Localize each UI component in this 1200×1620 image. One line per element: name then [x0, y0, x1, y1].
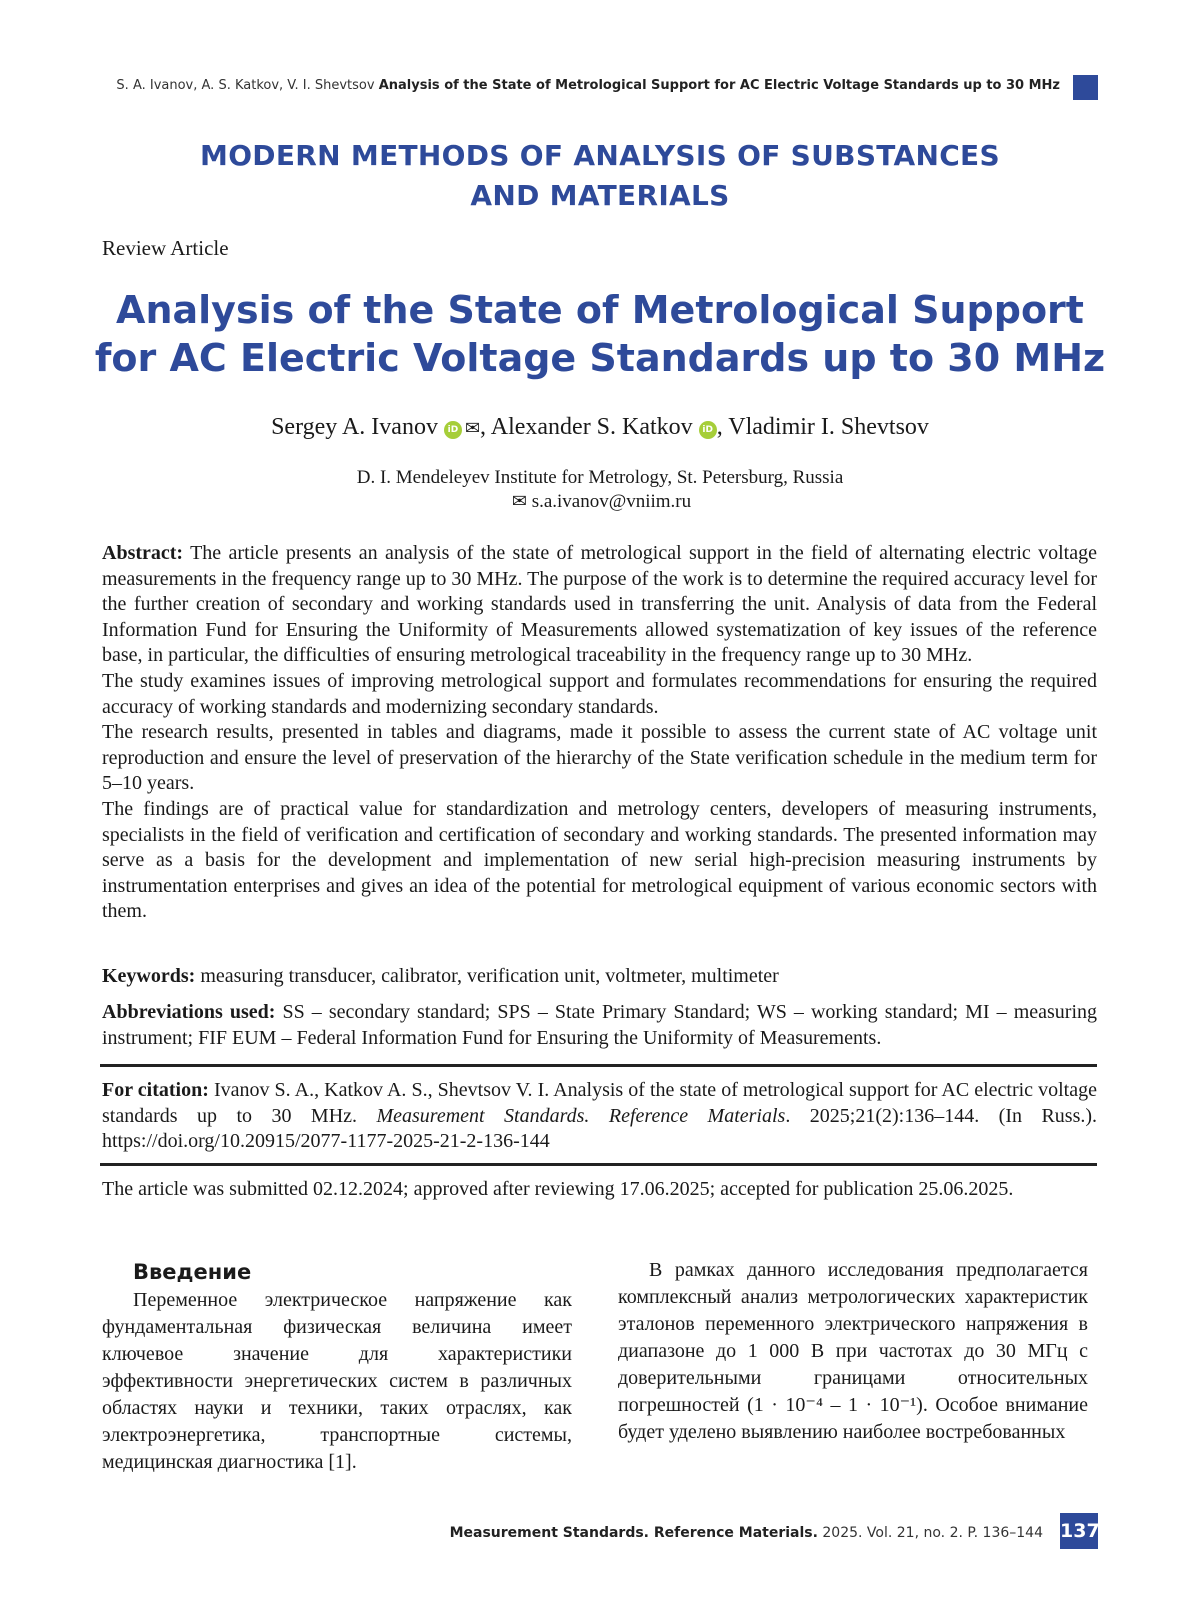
section-heading-line1: MODERN METHODS OF ANALYSIS OF SUBSTANCES — [200, 139, 1000, 172]
abstract-paragraph — [102, 541, 1097, 669]
mail-icon[interactable]: ✉ — [464, 418, 481, 439]
intro-paragraph: Переменное электрическое напряжение как фундаментальная физическая величина имеет ключевое значение для характеристики эффективности энергетических систем в различных областях науки и техники, таких отраслях, как электроэнергетика, транспортные системы, медицинская диагностика [1]. — [102, 1289, 572, 1473]
intro-left-column — [102, 1257, 572, 1476]
divider — [100, 1163, 1097, 1166]
abstract-paragraph: The study examines issues of improving metrological support and formulates recommendations for ensuring the required accuracy of working standards and modernizing secondary standards. — [102, 669, 1097, 718]
abbreviations-text: SS – secondary standard; SPS – State Primary Standard; WS – working standard; MI – measuring instrument; FIF EUM – Federal Information Fund for Ensuring the Uniformity of Measurements. — [102, 1001, 1098, 1049]
keywords-label: Keywords: — [102, 965, 196, 987]
abstract-paragraph: The findings are of practical value for standardization and metrology centers, developers of measuring instruments, specialists in the field of verification and certification of secondary and working standards. The presented information may serve as a basis for the development and implementation of new serial high-precision measuring instruments by instrumentation enterprises and gives an idea of the potential for metrological equipment of various economic sectors with them. — [102, 797, 1097, 923]
article-type: Review Article — [102, 236, 229, 260]
author-katkov: Alexander S. Katkov — [490, 414, 693, 440]
abstract-paragraph: The research results, presented in tables and diagrams, made it possible to assess the current state of AC voltage unit reproduction and ensure the level of preservation of the hierarchy of the State verification schedule in the medium term for 5–10 years. — [102, 721, 1097, 795]
author-separator: , — [480, 414, 491, 440]
author-shevtsov: Vladimir I. Shevtsov — [728, 414, 929, 440]
article-title-line2: for AC Electric Voltage Standards up to 30 MHz — [94, 336, 1106, 380]
affiliation — [100, 466, 1100, 514]
abbreviations — [102, 1000, 1097, 1051]
intro-right-column — [618, 1257, 1088, 1446]
article-title-line1: Analysis of the State of Metrological Support — [116, 288, 1084, 332]
mail-icon: ✉ — [511, 491, 527, 512]
divider — [100, 1064, 1097, 1067]
abstract-text: The article presents an analysis of the state of metrological support in the field of alternating electric voltage measurements in the frequency range up to 30 MHz. The purpose of the work is to determine the required accuracy level for the further creation of secondary and working standards used in transferring the unit. Analysis of data from the Federal Information Fund for Ensuring the Uniformity of Measurements allowed systematization of key issues of the reference base, in particular, the difficulties of ensuring metrological traceability in the frequency range up to 30 MHz. — [102, 542, 1097, 667]
intro-heading: Введение — [133, 1260, 252, 1284]
section-heading — [100, 136, 1100, 216]
section-heading-line2: AND MATERIALS — [470, 179, 730, 212]
author-separator: , — [716, 414, 729, 440]
abstract — [102, 541, 1097, 925]
running-header-title: Analysis of the State of Metrological Support for AC Electric Voltage Standards up to 30 MHz — [378, 78, 1060, 93]
running-header-authors: S. A. Ivanov, A. S. Katkov, V. I. Shevtsov — [116, 78, 375, 93]
author-list — [100, 414, 1100, 441]
author-ivanov: Sergey A. Ivanov — [271, 414, 438, 440]
affiliation-email[interactable]: s.a.ivanov@vniim.ru — [531, 491, 692, 512]
keywords — [102, 965, 1097, 988]
submission-dates: The article was submitted 02.12.2024; approved after reviewing 17.06.2025; accepted for publication 25.06.2025. — [102, 1178, 1014, 1200]
orcid-icon[interactable]: iD — [444, 421, 462, 439]
citation-label: For citation: — [102, 1079, 209, 1101]
page-number: 137 — [1060, 1513, 1098, 1549]
abbreviations-label: Abbreviations used: — [102, 1001, 276, 1023]
citation-journal: Measurement Standards. Reference Materials — [376, 1104, 786, 1127]
abstract-label: Abstract: — [102, 542, 184, 564]
citation — [102, 1078, 1097, 1155]
affiliation-institute: D. I. Mendeleyev Institute for Metrology, St. Petersburg, Russia — [356, 467, 844, 488]
running-header — [100, 78, 1060, 93]
keywords-text: measuring transducer, calibrator, verification unit, voltmeter, multimeter — [195, 965, 779, 987]
header-accent-square — [1073, 75, 1098, 100]
footer-issue: 2025. Vol. 21, no. 2. P. 136–144 — [817, 1525, 1043, 1541]
article-title — [60, 286, 1140, 382]
citation-doi[interactable]: . 2025;21(2):136–144. (In Russ.). https://doi.org/10.20915/2077-1177-2025-21-2-136-144 — [102, 1104, 1098, 1153]
orcid-icon[interactable]: iD — [699, 421, 717, 439]
intro-paragraph: В рамках данного исследования предполагается комплексный анализ метрологических характеристик эталонов переменного электрического напряжения в диапазоне до 1 000 В при частотах до 30 МГц с доверительными границами относительных погрешностей (1 · 10⁻⁴ – 1 · 10⁻¹). Особое внимание будет уделено выявлению наиболее востребованных — [618, 1259, 1088, 1443]
citation-text: Ivanov S. A., Katkov A. S., Shevtsov V. I. Analysis of the state of metrological support for AC electric voltage standards up to 30 MHz. — [102, 1079, 1097, 1127]
footer-journal-name: Measurement Standards. Reference Materials. — [449, 1525, 818, 1541]
footer-journal — [300, 1525, 1043, 1541]
